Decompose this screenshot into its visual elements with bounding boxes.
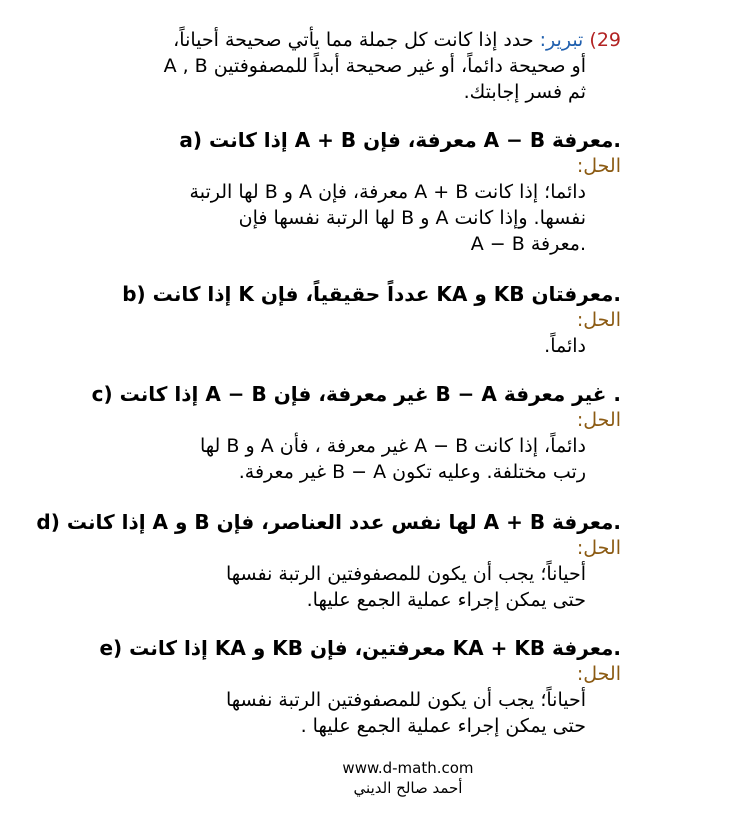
part-c-question: [92, 382, 621, 406]
part-b-answer-1: دائماً.: [544, 335, 586, 357]
part-c-solution-label: الحل:: [576, 409, 621, 431]
problem-line-1: [173, 28, 621, 52]
problem-line-2: أو صحيحة دائماً، أو غير صحيحة أبداً للمصفوفتين A , B: [163, 55, 586, 77]
problem-tag: تبرير:: [539, 29, 584, 51]
part-a-answer-1: دائما؛ إذا كانت A + B معرفة، فإن A و B لها الرتبة: [189, 181, 586, 203]
problem-text-1: حدد إذا كانت كل جملة مما يأتي صحيحة أحياناً،: [173, 29, 534, 51]
part-e-answer-2: حتى يمكن إجراء عملية الجمع عليها .: [300, 715, 586, 737]
part-e-answer-1: أحياناً؛ يجب أن يكون للمصفوفتين الرتبة نفسها: [225, 689, 586, 711]
part-a-question-text: إذا كانت A + B معرفة، فإن A − B معرفة.: [209, 128, 621, 152]
part-e-letter: e): [99, 636, 123, 660]
part-e-question-text: إذا كانت KA و KB معرفتين، فإن KA + KB معرفة.: [129, 636, 621, 660]
part-a-answer-3: A − B معرفة.: [470, 233, 586, 255]
problem-number: 29): [589, 29, 621, 51]
part-b-question-text: إذا كانت K عدداً حقيقياً، فإن KA و KB معرفتان.: [152, 282, 621, 306]
part-e-solution-label: الحل:: [576, 663, 621, 685]
part-d-answer-1: أحياناً؛ يجب أن يكون للمصفوفتين الرتبة نفسها: [225, 563, 586, 585]
part-d-solution-label: الحل:: [576, 537, 621, 559]
part-c-answer-1: دائماً، إذا كانت A − B غير معرفة ، فأن A و B لها: [200, 435, 586, 457]
part-c-letter: c): [91, 382, 113, 406]
part-a-question: [179, 128, 621, 152]
footer-author: أحمد صالح الديني: [353, 779, 463, 797]
part-a-letter: a): [179, 128, 203, 152]
part-a-answer-2: نفسها. وإذا كانت A و B لها الرتبة نفسها فإن: [238, 207, 586, 229]
part-b-question: [122, 282, 621, 306]
part-c-question-text: إذا كانت A − B غير معرفة، فإن B − A غير معرفة .: [119, 382, 621, 406]
part-b-letter: b): [122, 282, 146, 306]
part-d-answer-2: حتى يمكن إجراء عملية الجمع عليها.: [306, 589, 586, 611]
part-d-question: [36, 510, 621, 534]
part-c-answer-2: رتب مختلفة. وعليه تكون B − A غير معرفة.: [238, 461, 586, 483]
part-b-solution-label: الحل:: [576, 309, 621, 331]
part-e-question: [99, 636, 621, 660]
problem-line-3: ثم فسر إجابتك.: [463, 81, 586, 103]
part-a-solution-label: الحل:: [576, 155, 621, 177]
footer-url: www.d-math.com: [342, 759, 474, 777]
part-d-question-text: إذا كانت A و B لها نفس عدد العناصر، فإن A + B معرفة.: [66, 510, 621, 534]
part-d-letter: d): [36, 510, 60, 534]
